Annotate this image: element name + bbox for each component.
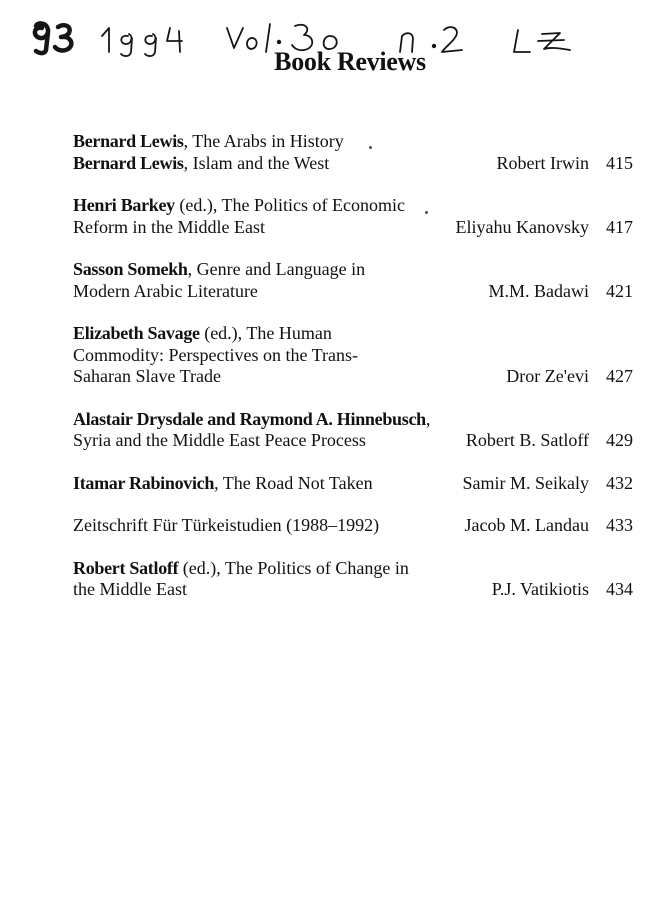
author-name: Sasson Somekh [73, 259, 188, 279]
scan-speck [425, 211, 428, 214]
book-title: Syria and the Middle East Peace Process [73, 430, 366, 450]
reviewer-name: M.M. Badawi [488, 280, 589, 301]
author-name: Bernard Lewis [73, 152, 184, 173]
entry-line [73, 259, 633, 281]
book-title: , Islam and the West [183, 152, 330, 173]
entry-line [73, 409, 633, 431]
page-number: 432 [606, 472, 633, 493]
reviewer-name: P.J. Vatikiotis [491, 579, 589, 599]
reviewer-info [456, 217, 633, 239]
book-title: , The Road Not Taken [214, 472, 373, 493]
book-title: Zeitschrift Für Türkeistudien (1988–1992) [73, 515, 380, 535]
review-entry [73, 515, 633, 537]
review-entry [73, 131, 633, 174]
reviewer-name: Robert B. Satloff [465, 430, 589, 450]
reviewer-name: Robert Irwin [496, 152, 589, 173]
page-number: 429 [606, 430, 633, 450]
book-title: , The Arabs in History [183, 131, 344, 151]
page-number: 417 [606, 216, 633, 237]
book-title: Reform in the Middle East [73, 216, 265, 237]
reviewer-info [466, 430, 633, 452]
entry-line [73, 558, 633, 580]
book-title: (ed.), The Politics of Change in [178, 557, 409, 578]
review-entry [73, 409, 633, 452]
book-title: the Middle East [73, 579, 187, 599]
entry-line [73, 323, 633, 345]
review-entry [73, 195, 633, 238]
reviewer-info [465, 515, 633, 537]
author-name: Alastair Drysdale and Raymond A. Hinnebusch [73, 408, 426, 429]
author-name: Elizabeth Savage [73, 323, 200, 343]
book-title: (ed.), The Human [199, 323, 332, 343]
scan-speck [369, 146, 372, 149]
page-number: 421 [606, 280, 633, 301]
reviewer-info [492, 579, 633, 601]
book-title: Commodity: Perspectives on the Trans- [73, 344, 358, 365]
author-name: Henri Barkey [73, 195, 175, 215]
review-entry [73, 558, 633, 601]
review-entry [73, 323, 633, 388]
review-entry [73, 259, 633, 302]
book-title: , Genre and Language in [187, 259, 366, 279]
reviewer-name: Eliyahu Kanovsky [455, 216, 589, 237]
reviewer-name: Jacob M. Landau [464, 515, 589, 535]
reviewer-info [463, 473, 634, 495]
page-number: 427 [606, 366, 633, 386]
book-title: Modern Arabic Literature [73, 280, 258, 301]
reviewer-info [506, 366, 633, 388]
page-title: Book Reviews [274, 47, 426, 76]
page-number: 434 [606, 579, 633, 599]
book-title: Saharan Slave Trade [73, 366, 221, 386]
author-name: Robert Satloff [73, 557, 179, 578]
entry-line [73, 345, 633, 367]
author-name: Itamar Rabinovich [73, 472, 215, 493]
entry-line [73, 195, 633, 217]
book-title: , [425, 408, 431, 429]
reviewer-name: Dror Ze'evi [506, 366, 589, 386]
reviewer-name: Samir M. Seikaly [462, 472, 589, 493]
author-name: Bernard Lewis [73, 131, 184, 151]
book-title: (ed.), The Politics of Economic [174, 195, 406, 215]
page-number: 433 [606, 515, 633, 535]
reviewer-info [497, 153, 633, 175]
page-number: 415 [606, 152, 633, 173]
entry-line [73, 131, 633, 153]
review-list [73, 131, 633, 622]
reviewer-info [489, 281, 634, 303]
review-entry [73, 473, 633, 495]
